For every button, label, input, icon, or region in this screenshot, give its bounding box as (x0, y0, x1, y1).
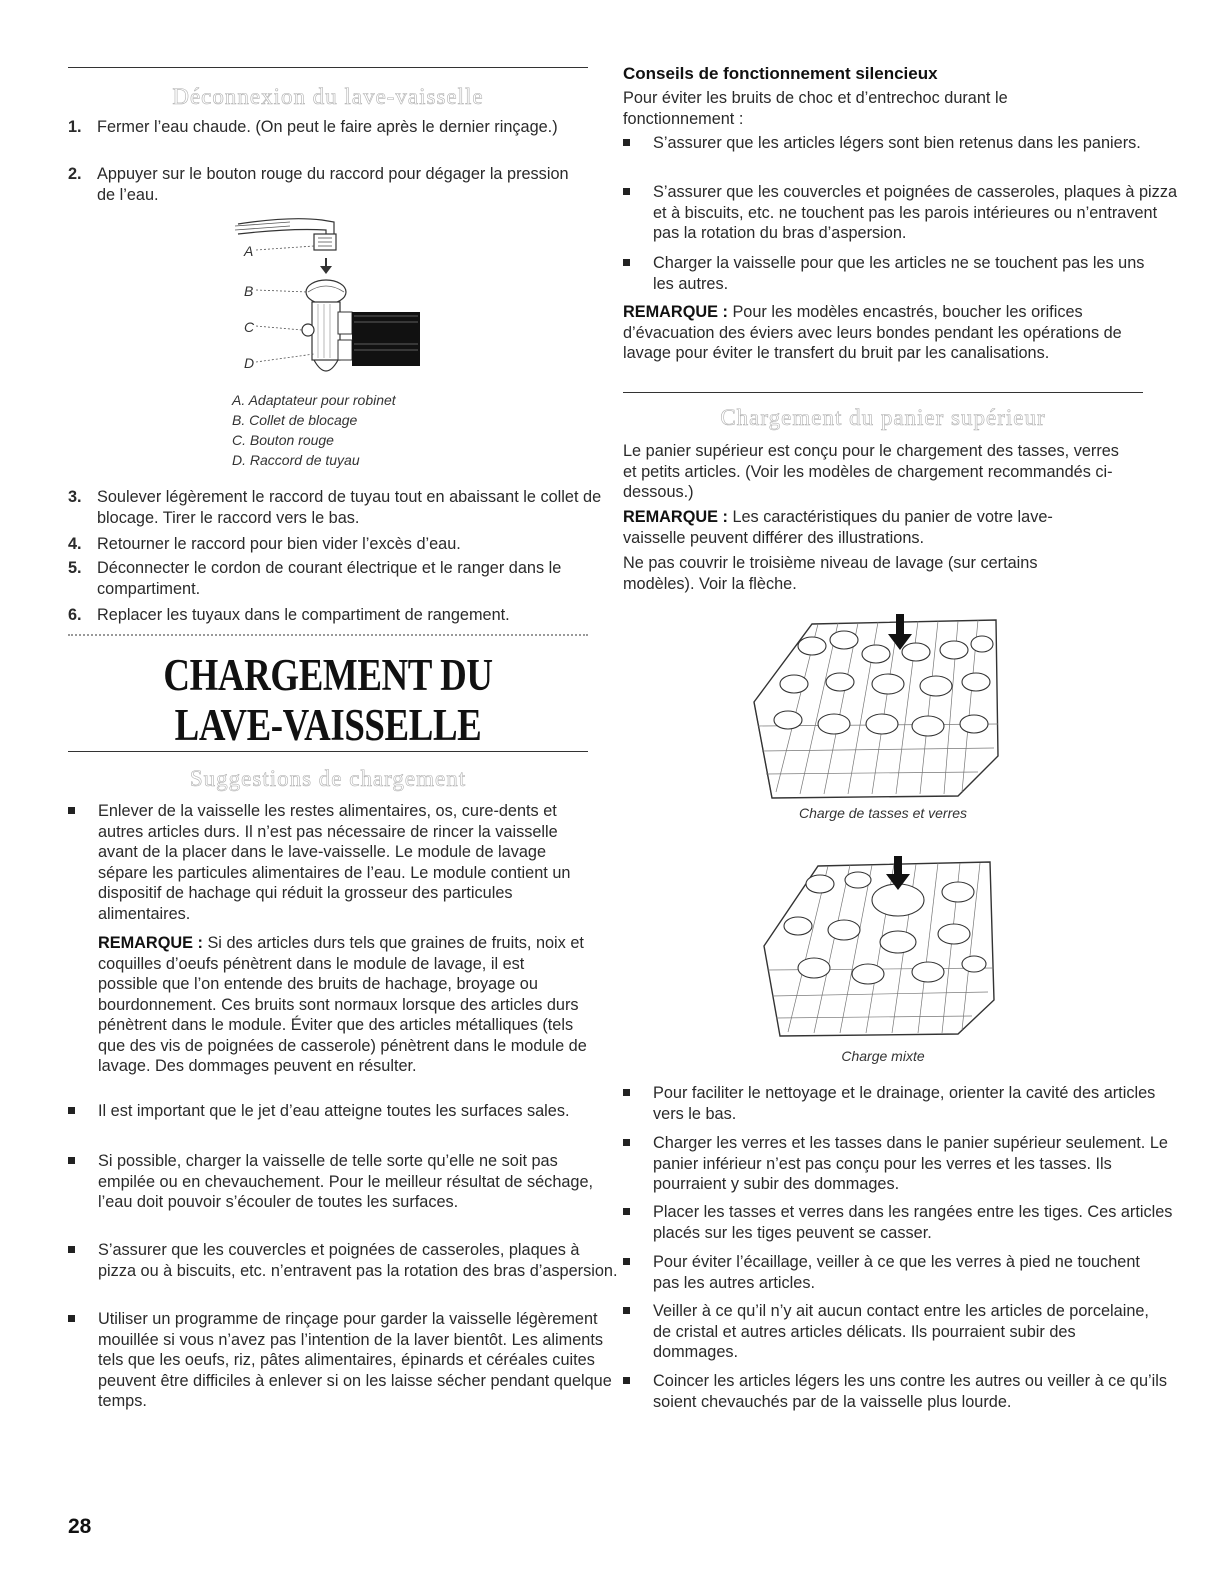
bullet-text: Enlever de la vaisselle les restes alimentaires, os, cure-dents et autres articles durs. Il n’est pas nécessaire de rincer la vaisselle avant de la placer dans le lave-vaisselle. Le module de lavage sépare les particules alimentaires de l’eau. Le module contient un dispositif de hachage qui réduit la grosseur des particules alimentaires. (98, 802, 571, 923)
step-text: Retourner le raccord pour bien vider l’excès d’eau. (97, 535, 461, 553)
upper-rack-bullet-1 (623, 1083, 1158, 1124)
bullet-text: Pour éviter l’écaillage, veiller à ce que les verres à pied ne touchent pas les autres articles. (653, 1253, 1140, 1292)
bullet-marker (623, 1307, 630, 1314)
step-4 (68, 534, 617, 555)
bullet-text: Charger les verres et les tasses dans le panier supérieur seulement. Le panier inférieur n’est pas conçu pour les verres et les tasses. Ils pourraient y subir des dommages. (653, 1134, 1168, 1193)
bullet-text: S’assurer que les couvercles et poignées de casseroles, plaques à pizza et à biscuits, etc. ne touchent pas les parois intérieures ou n’entravent pas la rotation du bras d’aspersion. (653, 183, 1178, 242)
legend-item: C. Bouton rouge (232, 432, 334, 448)
note-label: REMARQUE : (623, 508, 728, 526)
step-number: 5. (68, 559, 82, 577)
bullet-text: Si possible, charger la vaisselle de telle sorte qu’elle ne soit pas empilée ou en chevauchement. Pour le meilleur résultat de séchage, l’eau doit pouvoir s’écouler de toutes les surfaces. (98, 1152, 594, 1211)
step-2 (68, 164, 587, 205)
upper-rack-bullet-4 (623, 1252, 1158, 1293)
legend-item: D. Raccord de tuyau (232, 452, 360, 468)
bullet-text: Placer les tasses et verres dans les rangées entre les tiges. Ces articles placés sur les tiges peuvent se casser. (653, 1203, 1173, 1242)
cups-glasses-rack-illustration (748, 606, 1004, 802)
bullet-marker (623, 188, 630, 195)
note-text: Les caractéristiques du panier de votre lave-vaisselle peuvent différer des illustrations. (623, 508, 1053, 547)
suggestion-bullet-5 (68, 1309, 618, 1412)
main-title-line-2: LAVE-VAISSELLE (174, 700, 482, 750)
quiet-bullet-1 (623, 133, 1158, 154)
page-number: 28 (68, 1515, 92, 1538)
step-text: Fermer l’eau chaude. (On peut le faire après le dernier rinçage.) (97, 118, 558, 136)
diagram-label-c: C (244, 319, 255, 335)
faucet-adapter-diagram (230, 212, 430, 388)
suggestion-bullet-2 (68, 1101, 618, 1122)
bullet-marker (68, 1157, 75, 1164)
legend-item: B. Collet de blocage (232, 412, 358, 428)
step-number: 4. (68, 535, 82, 553)
diagram-label-b: B (244, 283, 254, 299)
diagram-label-a: A (244, 243, 254, 259)
bullet-text: Charger la vaisselle pour que les articles ne se touchent pas les uns les autres. (653, 254, 1145, 293)
upper-rack-intro: Le panier supérieur est conçu pour le chargement des tasses, verres et petits articles. (Voir les modèles de chargement recommandés ci-dessous.) (623, 442, 1119, 501)
bullet-marker (623, 1139, 630, 1146)
bullet-marker (623, 1208, 630, 1215)
suggestion-bullet-4 (68, 1240, 618, 1281)
bullet-marker (623, 1377, 630, 1384)
step-3 (68, 487, 617, 528)
diagram-legend (232, 390, 472, 470)
main-title-line-1: CHARGEMENT DU (163, 650, 493, 700)
bullet-text: Utiliser un programme de rinçage pour garder la vaisselle légèrement mouillée si vous n’avez pas l’intention de la laver bientôt. Les aliments tels que les oeufs, riz, pâtes alimentaires, épinards et céréales cuites peuvent être difficiles à enlever si on les laisse sécher pendant quelque temps. (98, 1310, 612, 1410)
diagram-label-d: D (244, 355, 255, 371)
suggestion-bullet-3 (68, 1151, 618, 1213)
bullet-text: Coincer les articles légers les uns contre les autres ou veiller à ce qu’ils soient chevauchés par de la vaisselle plus lourde. (653, 1372, 1167, 1411)
bullet-text: S’assurer que les couvercles et poignées de casseroles, plaques à pizza ou à biscuits, etc. n’entravent pas la rotation des bras d’aspersion. (98, 1241, 618, 1280)
quiet-operation-heading: Conseils de fonctionnement silencieux (623, 64, 938, 83)
quiet-bullet-2 (623, 182, 1178, 244)
note-label: REMARQUE : (98, 934, 203, 952)
upper-rack-bullet-2 (623, 1133, 1178, 1195)
bullet-text: Pour faciliter le nettoyage et le drainage, orienter la cavité des articles vers le bas. (653, 1084, 1156, 1123)
step-number: 6. (68, 606, 82, 624)
section-title-suggestions: Suggestions de chargement (189, 766, 467, 791)
step-text: Appuyer sur le bouton rouge du raccord pour dégager la pression de l’eau. (97, 165, 569, 204)
step-number: 1. (68, 118, 82, 136)
bullet-marker (68, 1246, 75, 1253)
dotted-divider (68, 634, 588, 636)
bullet-text: Veiller à ce qu’il n’y ait aucun contact entre les articles de porcelaine, de cristal et autres articles délicats. Ils pourraient subir des dommages. (653, 1302, 1149, 1361)
upper-rack-para: Ne pas couvrir le troisième niveau de lavage (sur certains modèles). Voir la flèche. (623, 554, 1038, 593)
caption-cups-glasses: Charge de tasses et verres (798, 805, 968, 821)
bullet-marker (68, 807, 75, 814)
note-label: REMARQUE : (623, 303, 728, 321)
suggestion-bullet-1 (68, 801, 588, 924)
upper-rack-bullet-6 (623, 1371, 1178, 1412)
quiet-intro: Pour éviter les bruits de choc et d’entrechoc durant le fonctionnement : (623, 89, 1008, 128)
bullet-marker (68, 1107, 75, 1114)
upper-rack-bullet-5 (623, 1301, 1158, 1363)
suggestion-note (98, 933, 588, 1077)
bullet-marker (623, 139, 630, 146)
step-text: Replacer les tuyaux dans le compartiment de rangement. (97, 606, 510, 624)
note-text: Pour les modèles encastrés, boucher les orifices d’évacuation des éviers avec leurs bondes pendant les opérations de lavage pour éviter le transfert du bruit par les canalisations. (623, 303, 1122, 362)
section-title-disconnect: Déconnexion du lave-vaisselle (172, 84, 484, 109)
step-number: 3. (68, 488, 82, 506)
step-text: Déconnecter le cordon de courant électrique et le ranger dans le compartiment. (97, 559, 562, 598)
step-1 (68, 117, 587, 138)
section-rule (68, 67, 588, 68)
mixed-load-rack-illustration (758, 850, 1002, 1040)
bullet-marker (623, 1089, 630, 1096)
legend-item: A. Adaptateur pour robinet (232, 392, 396, 408)
quiet-bullet-3 (623, 253, 1168, 294)
upper-rack-bullet-3 (623, 1202, 1178, 1243)
note-text: Si des articles durs tels que graines de fruits, noix et coquilles d’oeufs pénètrent dans le module de lavage, il est possible que l’on entende des bruits de hachage, broyage ou bourdonnement. Ces bruits sont normaux lorsque des articles durs pénètrent dans le module. Éviter que des articles métalliques (tels que des vis de poignées de casserole) pénètrent dans le module de lavage. Des dommages peuvent en résulter. (98, 934, 587, 1075)
bullet-marker (623, 259, 630, 266)
step-text: Soulever légèrement le raccord de tuyau tout en abaissant le collet de blocage. Tirer le raccord vers le bas. (97, 488, 602, 527)
section-title-upper-rack: Chargement du panier supérieur (720, 405, 1046, 430)
bullet-marker (68, 1315, 75, 1322)
upper-rack-note (623, 507, 1103, 548)
step-6 (68, 605, 617, 626)
bullet-text: Il est important que le jet d’eau atteigne toutes les surfaces sales. (98, 1102, 570, 1120)
bullet-text: S’assurer que les articles légers sont bien retenus dans les paniers. (653, 134, 1141, 152)
caption-mixed-load: Charge mixte (841, 1048, 925, 1064)
step-5 (68, 558, 597, 599)
section-rule (623, 392, 1143, 393)
quiet-note (623, 302, 1138, 364)
step-number: 2. (68, 165, 82, 183)
section-rule (68, 751, 588, 752)
bullet-marker (623, 1258, 630, 1265)
